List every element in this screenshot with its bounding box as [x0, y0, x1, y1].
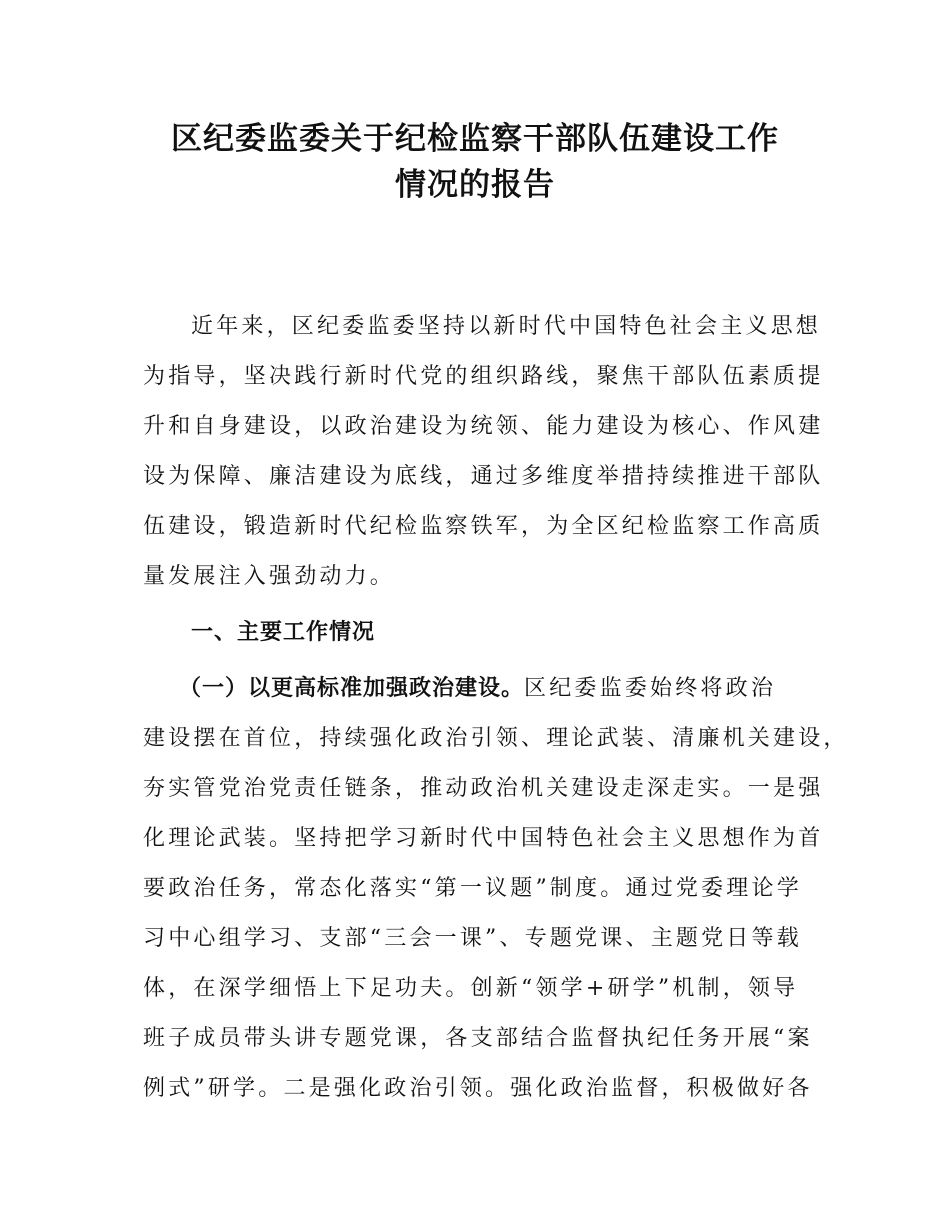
body-line: 建设摆在首位，持续强化政治引领、理论武装、清廉机关建设， [143, 726, 849, 751]
body-line: 习中心组学习、支部“三会一课”、专题党课、主题党日等载 [143, 926, 802, 951]
document-body [143, 302, 849, 1114]
subsection-first-line [143, 664, 843, 714]
body-line: 体，在深学细悟上下足功夫。创新“领学+研学”机制，领导 [143, 976, 799, 1001]
body-line: 夯实管党治党责任链条，推动政治机关建设走深走实。一是强 [143, 776, 824, 801]
intro-line: 近年来，区纪委监委坚持以新时代中国特色社会主义思想 [191, 314, 822, 339]
subsection-lead: （一）以更高标准加强政治建设。 [179, 676, 525, 701]
intro-line: 为指导，坚决践行新时代党的组织路线，聚焦干部队伍素质提 [143, 364, 824, 389]
intro-line: 设为保障、廉洁建设为底线，通过多维度举措持续推进干部队 [143, 464, 824, 489]
body-line: 要政治任务，常态化落实“第一议题”制度。通过党委理论学 [143, 876, 802, 901]
title-line-2: 情况的报告 [395, 167, 555, 203]
body-line: 例式”研学。二是强化政治引领。强化政治监督，积极做好各 [143, 1076, 813, 1101]
section-heading: 一、主要工作情况 [191, 620, 376, 645]
document-title [100, 116, 850, 208]
intro-line: 升和自身建设，以政治建设为统领、能力建设为核心、作风建 [143, 414, 824, 439]
body-line: 班子成员带头讲专题党课，各支部结合监督执纪任务开展“案 [143, 1026, 813, 1051]
subsection-paragraph [143, 664, 849, 1114]
subsection-first-rest: 区纪委监委始终将政治 [524, 676, 777, 701]
body-line: 化理论武装。坚持把学习新时代中国特色社会主义思想作为首 [143, 826, 824, 851]
intro-line: 伍建设，锻造新时代纪检监察铁军，为全区纪检监察工作高质 [143, 514, 824, 539]
intro-paragraph [143, 302, 843, 602]
intro-line: 量发展注入强劲动力。 [143, 564, 396, 589]
title-line-1: 区纪委监委关于纪检监察干部队伍建设工作 [171, 121, 779, 157]
